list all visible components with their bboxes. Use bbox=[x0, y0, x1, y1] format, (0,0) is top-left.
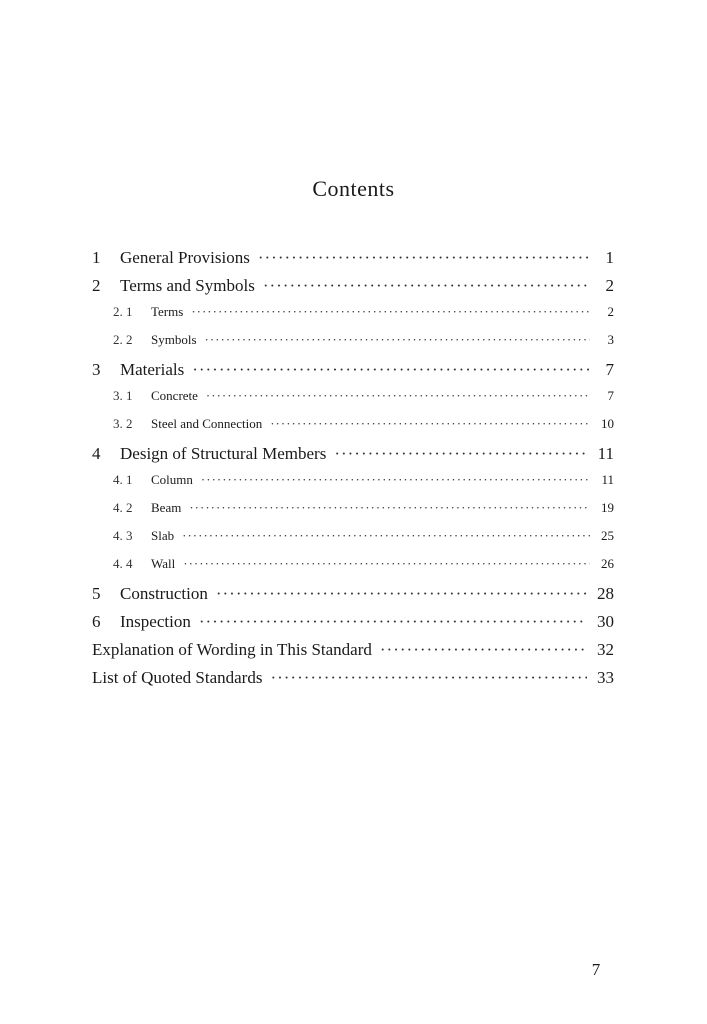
dot-leader bbox=[258, 249, 590, 266]
toc-entry[interactable] bbox=[92, 249, 614, 277]
dot-leader bbox=[182, 529, 590, 542]
toc-entry-label: Column bbox=[151, 472, 193, 487]
toc-entry-page: 11 bbox=[597, 444, 614, 463]
dot-leader bbox=[206, 389, 590, 402]
toc-entry-label: General Provisions bbox=[120, 248, 250, 267]
toc-entry-number: 4 bbox=[92, 444, 101, 463]
toc-entry-page: 26 bbox=[601, 556, 614, 571]
toc-entry-label: List of Quoted Standards bbox=[92, 668, 263, 687]
toc-entry-page: 1 bbox=[605, 248, 614, 267]
toc-entry-page: 10 bbox=[601, 416, 614, 431]
toc-entry-number: 4. 3 bbox=[113, 528, 133, 543]
toc-subentry[interactable] bbox=[92, 333, 614, 361]
toc-subentry[interactable] bbox=[92, 389, 614, 417]
toc-entry[interactable] bbox=[92, 641, 614, 669]
toc-entry-page: 25 bbox=[601, 528, 614, 543]
toc-subentry[interactable] bbox=[92, 501, 614, 529]
toc-entry-label: Terms and Symbols bbox=[120, 276, 255, 295]
table-of-contents bbox=[92, 249, 614, 697]
toc-entry-number: 4. 1 bbox=[113, 472, 133, 487]
toc-subentry[interactable] bbox=[92, 557, 614, 585]
toc-entry[interactable] bbox=[92, 669, 614, 697]
toc-subentry[interactable] bbox=[92, 417, 614, 445]
toc-subentry[interactable] bbox=[92, 473, 614, 501]
dot-leader bbox=[205, 333, 590, 346]
toc-entry-number: 6 bbox=[92, 612, 101, 631]
toc-entry-label: Explanation of Wording in This Standard bbox=[92, 640, 372, 659]
toc-entry-number: 3. 2 bbox=[113, 416, 133, 431]
toc-entry-number: 2. 1 bbox=[113, 304, 133, 319]
page-title: Contents bbox=[312, 176, 395, 201]
toc-entry-number: 5 bbox=[92, 584, 101, 603]
toc-entry-page: 2 bbox=[605, 276, 614, 295]
toc-entry-label: Wall bbox=[151, 556, 176, 571]
toc-entry-page: 2 bbox=[607, 304, 614, 319]
toc-entry[interactable] bbox=[92, 585, 614, 613]
dot-leader bbox=[380, 641, 587, 658]
toc-entry-page: 7 bbox=[607, 388, 614, 403]
dot-leader bbox=[270, 669, 587, 686]
toc-entry-page: 11 bbox=[601, 472, 614, 487]
toc-entry[interactable] bbox=[92, 613, 614, 641]
toc-entry-page: 7 bbox=[605, 360, 614, 379]
toc-entry-page: 33 bbox=[597, 668, 614, 687]
dot-leader bbox=[263, 277, 590, 294]
toc-entry-page: 3 bbox=[607, 332, 614, 347]
dot-leader bbox=[216, 585, 587, 602]
dot-leader bbox=[201, 473, 590, 486]
toc-entry-page: 19 bbox=[601, 500, 614, 515]
toc-entry[interactable] bbox=[92, 361, 614, 389]
page-number: 7 bbox=[591, 960, 601, 979]
dot-leader bbox=[191, 305, 590, 318]
toc-entry-label: Slab bbox=[151, 528, 175, 543]
dot-leader bbox=[334, 445, 587, 462]
toc-entry-number: 4. 4 bbox=[113, 556, 133, 571]
dot-leader bbox=[192, 361, 590, 378]
toc-subentry[interactable] bbox=[92, 305, 614, 333]
toc-entry-page: 28 bbox=[597, 584, 614, 603]
toc-entry-number: 3 bbox=[92, 360, 101, 379]
toc-entry-number: 3. 1 bbox=[113, 388, 133, 403]
toc-subentry[interactable] bbox=[92, 529, 614, 557]
toc-entry-label: Design of Structural Members bbox=[120, 444, 327, 463]
toc-entry[interactable] bbox=[92, 277, 614, 305]
dot-leader bbox=[199, 613, 587, 630]
toc-entry-number: 2 bbox=[92, 276, 101, 295]
toc-entry-label: Inspection bbox=[120, 612, 191, 631]
toc-entry-page: 30 bbox=[597, 612, 614, 631]
toc-entry-number: 4. 2 bbox=[113, 500, 133, 515]
toc-entry-label: Beam bbox=[151, 500, 182, 515]
toc-entry-label: Symbols bbox=[151, 332, 197, 347]
toc-entry-label: Terms bbox=[151, 304, 184, 319]
toc-entry[interactable] bbox=[92, 445, 614, 473]
dot-leader bbox=[189, 501, 590, 514]
dot-leader bbox=[183, 557, 590, 570]
toc-entry-page: 32 bbox=[597, 640, 614, 659]
toc-entry-number: 2. 2 bbox=[113, 332, 133, 347]
toc-entry-label: Concrete bbox=[151, 388, 198, 403]
toc-entry-number: 1 bbox=[92, 248, 101, 267]
toc-entry-label: Steel and Connection bbox=[151, 416, 263, 431]
dot-leader bbox=[270, 417, 590, 430]
toc-entry-label: Materials bbox=[120, 360, 185, 379]
toc-entry-label: Construction bbox=[120, 584, 208, 603]
